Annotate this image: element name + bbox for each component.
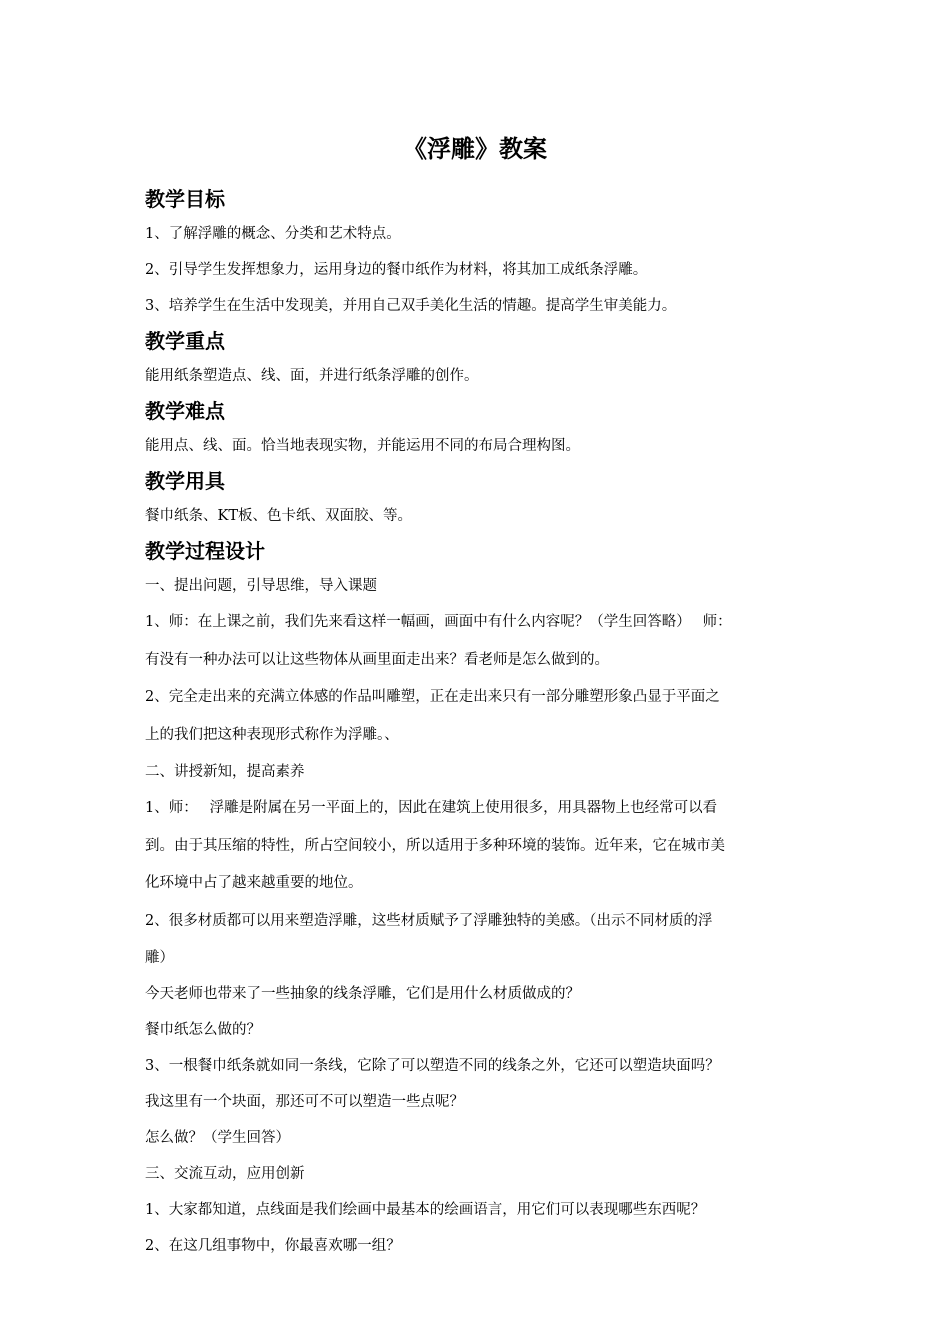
- paragraph: 化环境中占了越来越重要的地位。: [145, 875, 363, 891]
- paragraph: 到。由于其压缩的特性，所占空间较小，所以适用于多种环境的装饰。近年来，它在城市美: [145, 837, 725, 854]
- paragraph: 今天老师也带来了一些抽象的线条浮雕，它们是用什么材质做成的？: [145, 986, 580, 1002]
- paragraph: 3、培养学生在生活中发现美，并用自己双手美化生活的情趣。提高学生审美能力。: [145, 298, 677, 314]
- paragraph: 能用纸条塑造点、线、面，并进行纸条浮雕的创作。: [145, 368, 479, 384]
- section-difficulties: [145, 394, 815, 464]
- section-objectives: [145, 182, 815, 324]
- paragraph: 2、完全走出来的充满立体感的作品叫雕塑，正在走出来只有一部分雕塑形象凸显于平面之: [145, 689, 720, 705]
- paragraph: 1、师： 浮雕是附属在另一平面上的，因此在建筑上使用很多，用具器物上也经常可以看: [145, 800, 718, 816]
- paragraph: 上的我们把这种表现形式称作为浮雕。、: [145, 726, 399, 743]
- section-heading-process: 教学过程设计: [145, 539, 265, 563]
- paragraph: 有没有一种办法可以让这些物体从画里面走出来？看老师是怎么做到的。: [145, 651, 609, 668]
- paragraph: 3、一根餐巾纸条就如同一条线，它除了可以塑造不同的线条之外，它还可以塑造块面吗？: [145, 1058, 720, 1074]
- paragraph: 雕）: [145, 950, 174, 966]
- document-body: [145, 182, 815, 1264]
- paragraph: 2、引导学生发挥想象力，运用身边的餐巾纸作为材料，将其加工成纸条浮雕。: [145, 262, 648, 278]
- paragraph: 我这里有一个块面，那还可不可以塑造一些点呢？: [145, 1094, 464, 1110]
- paragraph: 1、大家都知道，点线面是我们绘画中最基本的绘画语言，用它们可以表现哪些东西呢？: [145, 1202, 706, 1218]
- subheading: 一、提出问题，引导思维，导入课题: [145, 578, 377, 594]
- paragraph: 怎么做？（学生回答）: [145, 1130, 290, 1146]
- subheading: 三、交流互动，应用创新: [145, 1166, 305, 1182]
- paragraph: 餐巾纸条、KT板、色卡纸、双面胶、等。: [145, 508, 413, 524]
- paragraph: 2、在这几组事物中，你最喜欢哪一组？: [145, 1238, 401, 1254]
- paragraph: 能用点、线、面。恰当地表现实物，并能运用不同的布局合理构图。: [145, 438, 580, 454]
- section-tools: [145, 464, 815, 534]
- section-heading-objectives: 教学目标: [145, 187, 225, 211]
- section-heading-difficulties: 教学难点: [145, 399, 225, 423]
- paragraph: 2、很多材质都可以用来塑造浮雕，这些材质赋予了浮雕独特的美感。（出示不同材质的浮: [145, 912, 713, 929]
- paragraph: 1、师：在上课之前，我们先来看这样一幅画，画面中有什么内容呢？（学生回答略） 师：: [145, 614, 732, 630]
- section-key-points: [145, 324, 815, 394]
- subheading: 二、讲授新知，提高素养: [145, 764, 305, 780]
- section-heading-tools: 教学用具: [145, 469, 225, 493]
- paragraph: 餐巾纸怎么做的？: [145, 1022, 261, 1038]
- paragraph: 1、了解浮雕的概念、分类和艺术特点。: [145, 226, 401, 242]
- section-heading-key-points: 教学重点: [145, 329, 225, 353]
- section-process: [145, 534, 815, 1264]
- document-title: 《浮雕》教案: [403, 135, 547, 163]
